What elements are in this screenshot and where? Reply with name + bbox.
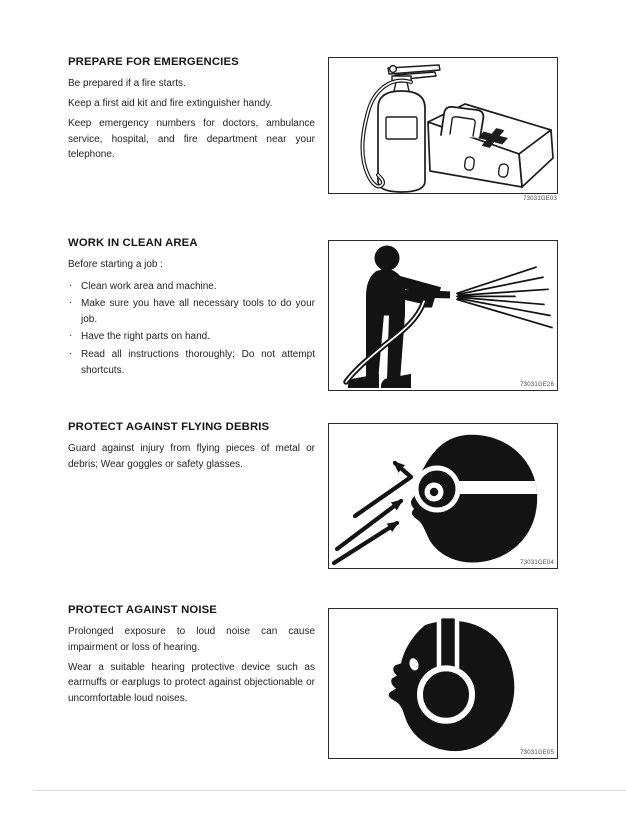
paragraph: Keep a first aid kit and fire extinguisher handy.: [68, 98, 273, 110]
section-work-in-clean-area: [68, 236, 315, 380]
earmuffs-head-icon: [329, 609, 557, 758]
bullet-marker: ·: [69, 279, 73, 291]
section-heading: WORK IN CLEAN AREA: [68, 237, 198, 249]
bullet-marker: ·: [69, 297, 73, 309]
bullet-list: [68, 279, 315, 379]
bullet-text: Make sure you have all necessary tools to do your job.: [81, 298, 315, 325]
paragraph: Guard against injury from flying pieces of metal or debris; Wear goggles or safety glasses.: [68, 443, 315, 470]
bullet-marker: ·: [69, 330, 73, 342]
bullet-marker: ·: [69, 347, 73, 359]
bullet-item: [68, 347, 315, 378]
figure-frame: [328, 423, 558, 569]
bullet-text: Read all instructions thoroughly; Do not attempt shortcuts.: [81, 348, 315, 376]
bullet-item: [68, 329, 315, 345]
figure-frame: [328, 608, 558, 759]
figure-frame: [328, 57, 558, 194]
figure-code: 73031GE03: [523, 196, 557, 202]
paragraph: Before starting a job :: [68, 259, 164, 270]
fire-extinguisher-first-aid-kit-icon: [329, 58, 557, 193]
figure-code: 73031GE04: [520, 560, 554, 566]
paragraph: Wear a suitable hearing protective device such as earmuffs or earplugs to protect against objectionable or uncomfortable loud noises.: [68, 661, 315, 704]
figure-frame: [328, 240, 558, 391]
bullet-text: Clean work area and machine.: [81, 280, 217, 292]
bullet-item: [68, 279, 315, 295]
paragraph: Prolonged exposure to loud noise can cause impairment or loss of hearing.: [68, 626, 315, 653]
paragraph: Be prepared if a fire starts.: [68, 78, 186, 89]
safety-goggles-head-icon: [329, 424, 557, 568]
section-heading: PROTECT AGAINST FLYING DEBRIS: [68, 421, 270, 433]
figure-hearing-protection: [328, 608, 558, 759]
section-protect-against-flying-debris: [68, 420, 315, 477]
page-bottom-edge-line: [33, 790, 626, 791]
section-heading: PREPARE FOR EMERGENCIES: [68, 56, 239, 68]
figure-code: 73031GE05: [520, 750, 554, 756]
paragraph: Keep emergency numbers for doctors, ambulance service, hospital, and fire department near your telephone.: [68, 118, 315, 161]
figure-fire-extinguisher-first-aid: [328, 57, 558, 202]
section-heading: PROTECT AGAINST NOISE: [68, 604, 217, 616]
figure-spray-cleaning: [328, 240, 558, 391]
person-spraying-icon: [329, 241, 557, 390]
bullet-item: [68, 296, 315, 327]
figure-code: 73031GE26: [520, 382, 554, 388]
bullet-text: Have the right parts on hand.: [81, 331, 210, 343]
section-prepare-for-emergencies: [68, 55, 315, 167]
section-protect-against-noise: [68, 603, 315, 711]
figure-flying-debris: [328, 423, 558, 569]
